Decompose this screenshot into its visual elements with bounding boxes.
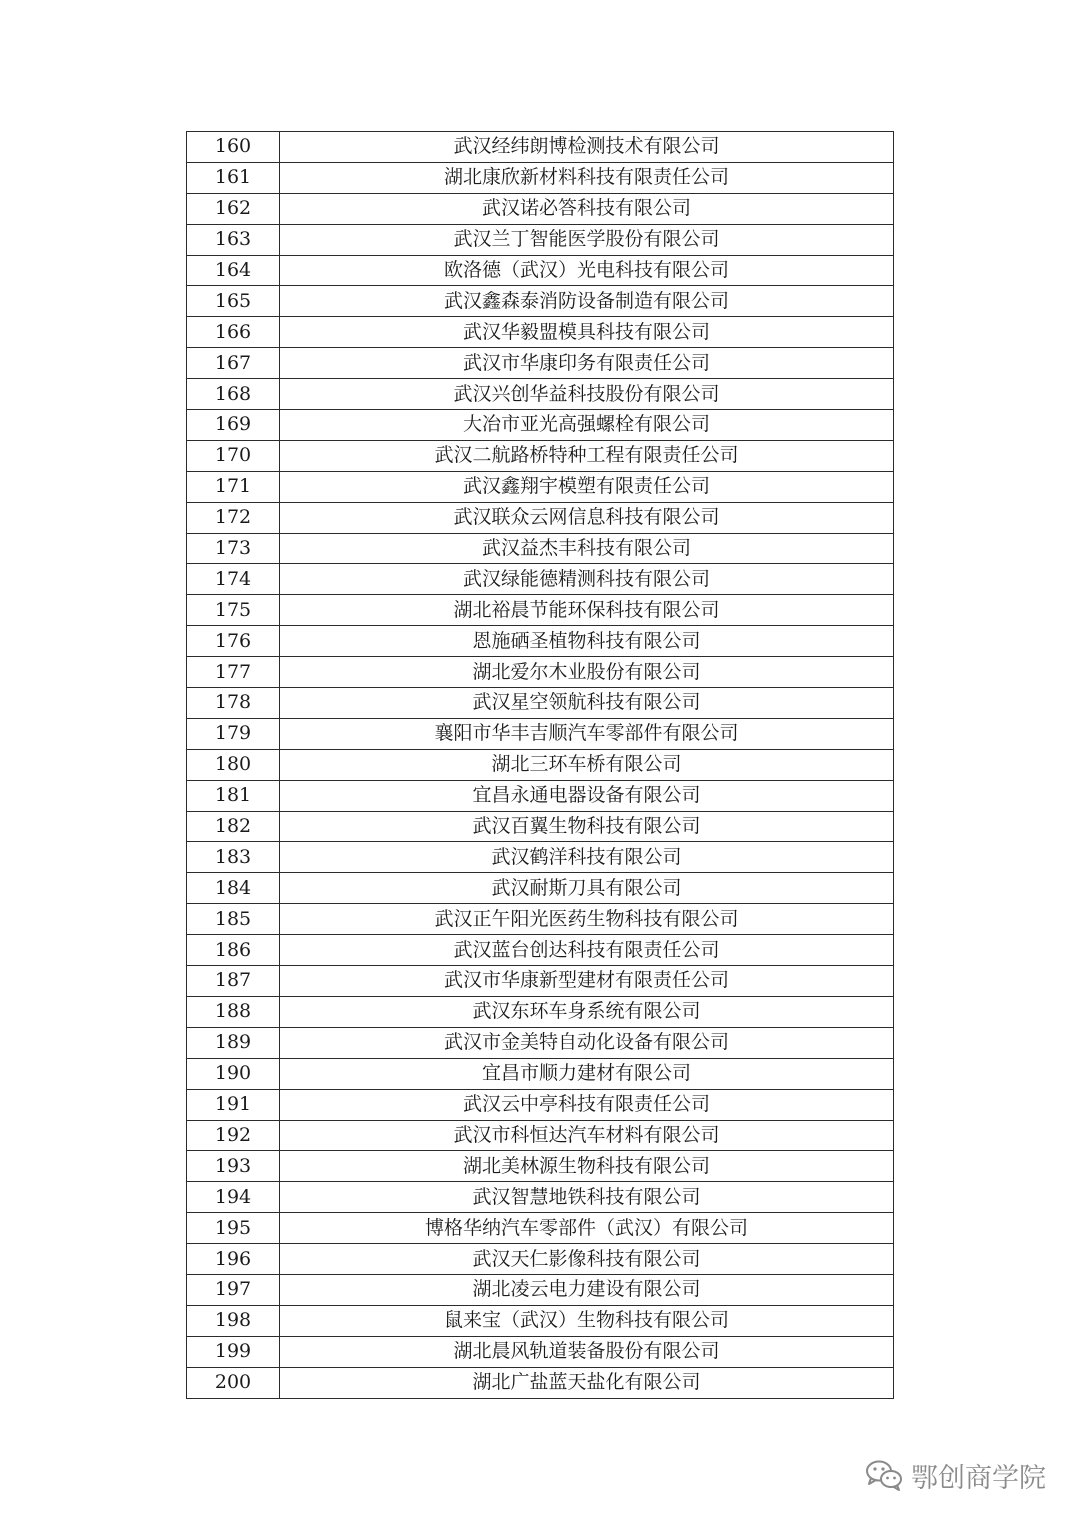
company-name: 湖北广盐蓝天盐化有限公司 [280, 1367, 894, 1398]
company-name: 武汉绿能德精测科技有限公司 [280, 564, 894, 595]
table-row [187, 718, 894, 749]
company-name: 鼠来宝（武汉）生物科技有限公司 [280, 1305, 894, 1336]
row-number: 184 [187, 873, 280, 904]
table-row [187, 502, 894, 533]
row-number: 182 [187, 811, 280, 842]
row-number: 163 [187, 224, 280, 255]
row-number: 190 [187, 1058, 280, 1089]
company-name: 武汉市金美特自动化设备有限公司 [280, 1027, 894, 1058]
row-number: 200 [187, 1367, 280, 1398]
row-number: 169 [187, 410, 280, 441]
row-number: 172 [187, 502, 280, 533]
table-row [187, 1182, 894, 1213]
table-row [187, 410, 894, 441]
table-row [187, 873, 894, 904]
row-number: 183 [187, 842, 280, 873]
row-number: 177 [187, 657, 280, 688]
table-row [187, 1244, 894, 1275]
table-row [187, 379, 894, 410]
company-name: 武汉鑫森泰消防设备制造有限公司 [280, 286, 894, 317]
row-number: 167 [187, 348, 280, 379]
table-row [187, 224, 894, 255]
row-number: 173 [187, 533, 280, 564]
row-number: 192 [187, 1120, 280, 1151]
table-row [187, 348, 894, 379]
company-name: 武汉经纬朗博检测技术有限公司 [280, 132, 894, 163]
company-name: 湖北康欣新材料科技有限责任公司 [280, 162, 894, 193]
table-row [187, 1151, 894, 1182]
row-number: 164 [187, 255, 280, 286]
company-name: 武汉蓝台创达科技有限责任公司 [280, 935, 894, 966]
table-row [187, 1336, 894, 1367]
table-row [187, 1367, 894, 1398]
watermark-text: 鄂创商学院 [911, 1462, 1046, 1494]
table-row [187, 440, 894, 471]
table-row [187, 1089, 894, 1120]
company-name: 武汉兴创华益科技股份有限公司 [280, 379, 894, 410]
table-row [187, 564, 894, 595]
table-row [187, 132, 894, 163]
company-name: 湖北爱尔木业股份有限公司 [280, 657, 894, 688]
company-name: 武汉智慧地铁科技有限公司 [280, 1182, 894, 1213]
row-number: 197 [187, 1274, 280, 1305]
row-number: 176 [187, 626, 280, 657]
row-number: 195 [187, 1213, 280, 1244]
company-name: 武汉华毅盟模具科技有限公司 [280, 317, 894, 348]
company-name: 武汉兰丁智能医学股份有限公司 [280, 224, 894, 255]
table-row [187, 1213, 894, 1244]
row-number: 178 [187, 688, 280, 719]
row-number: 165 [187, 286, 280, 317]
row-number: 174 [187, 564, 280, 595]
table-row [187, 162, 894, 193]
table-row [187, 471, 894, 502]
table-row [187, 688, 894, 719]
company-name: 博格华纳汽车零部件（武汉）有限公司 [280, 1213, 894, 1244]
row-number: 185 [187, 904, 280, 935]
table-row [187, 286, 894, 317]
company-name: 大冶市亚光高强螺栓有限公司 [280, 410, 894, 441]
row-number: 198 [187, 1305, 280, 1336]
row-number: 194 [187, 1182, 280, 1213]
company-name: 襄阳市华丰吉顺汽车零部件有限公司 [280, 718, 894, 749]
company-name: 恩施硒圣植物科技有限公司 [280, 626, 894, 657]
table-row [187, 595, 894, 626]
row-number: 162 [187, 193, 280, 224]
row-number: 161 [187, 162, 280, 193]
row-number: 187 [187, 966, 280, 997]
company-name: 武汉百翼生物科技有限公司 [280, 811, 894, 842]
row-number: 175 [187, 595, 280, 626]
table-row [187, 780, 894, 811]
company-name: 宜昌市顺力建材有限公司 [280, 1058, 894, 1089]
table-row [187, 657, 894, 688]
table-row [187, 749, 894, 780]
table-row [187, 1058, 894, 1089]
table-row [187, 1027, 894, 1058]
row-number: 196 [187, 1244, 280, 1275]
company-list-table [186, 131, 894, 1399]
company-name: 湖北美林源生物科技有限公司 [280, 1151, 894, 1182]
company-name: 武汉市华康印务有限责任公司 [280, 348, 894, 379]
table-row [187, 966, 894, 997]
company-name: 武汉联众云网信息科技有限公司 [280, 502, 894, 533]
row-number: 189 [187, 1027, 280, 1058]
table-row [187, 533, 894, 564]
company-name: 武汉云中亭科技有限责任公司 [280, 1089, 894, 1120]
company-name: 武汉二航路桥特种工程有限责任公司 [280, 440, 894, 471]
row-number: 160 [187, 132, 280, 163]
company-name: 宜昌永通电器设备有限公司 [280, 780, 894, 811]
company-name: 武汉正午阳光医药生物科技有限公司 [280, 904, 894, 935]
company-name: 武汉益杰丰科技有限公司 [280, 533, 894, 564]
row-number: 193 [187, 1151, 280, 1182]
table-row [187, 1120, 894, 1151]
company-name: 湖北三环车桥有限公司 [280, 749, 894, 780]
company-name: 武汉耐斯刀具有限公司 [280, 873, 894, 904]
table-body [187, 132, 894, 1399]
table-row [187, 255, 894, 286]
row-number: 166 [187, 317, 280, 348]
row-number: 180 [187, 749, 280, 780]
row-number: 191 [187, 1089, 280, 1120]
table-row [187, 317, 894, 348]
company-name: 武汉鑫翔宇模塑有限责任公司 [280, 471, 894, 502]
watermark [865, 1455, 1046, 1495]
row-number: 199 [187, 1336, 280, 1367]
company-name: 武汉市华康新型建材有限责任公司 [280, 966, 894, 997]
table-row [187, 904, 894, 935]
table-row [187, 193, 894, 224]
row-number: 179 [187, 718, 280, 749]
company-name: 武汉诺必答科技有限公司 [280, 193, 894, 224]
company-name: 欧洛德（武汉）光电科技有限公司 [280, 255, 894, 286]
company-name: 湖北凌云电力建设有限公司 [280, 1274, 894, 1305]
table-row [187, 1305, 894, 1336]
company-name: 湖北晨风轨道装备股份有限公司 [280, 1336, 894, 1367]
company-name: 武汉东环车身系统有限公司 [280, 996, 894, 1027]
table-row [187, 811, 894, 842]
company-name: 武汉星空领航科技有限公司 [280, 688, 894, 719]
row-number: 168 [187, 379, 280, 410]
table-row [187, 842, 894, 873]
row-number: 186 [187, 935, 280, 966]
table-row [187, 626, 894, 657]
table-row [187, 996, 894, 1027]
row-number: 181 [187, 780, 280, 811]
row-number: 171 [187, 471, 280, 502]
company-name: 湖北裕晨节能环保科技有限公司 [280, 595, 894, 626]
row-number: 170 [187, 440, 280, 471]
table-row [187, 1274, 894, 1305]
wechat-icon [865, 1459, 903, 1491]
row-number: 188 [187, 996, 280, 1027]
company-name: 武汉鹤洋科技有限公司 [280, 842, 894, 873]
company-name: 武汉天仁影像科技有限公司 [280, 1244, 894, 1275]
company-name: 武汉市科恒达汽车材料有限公司 [280, 1120, 894, 1151]
table-row [187, 935, 894, 966]
